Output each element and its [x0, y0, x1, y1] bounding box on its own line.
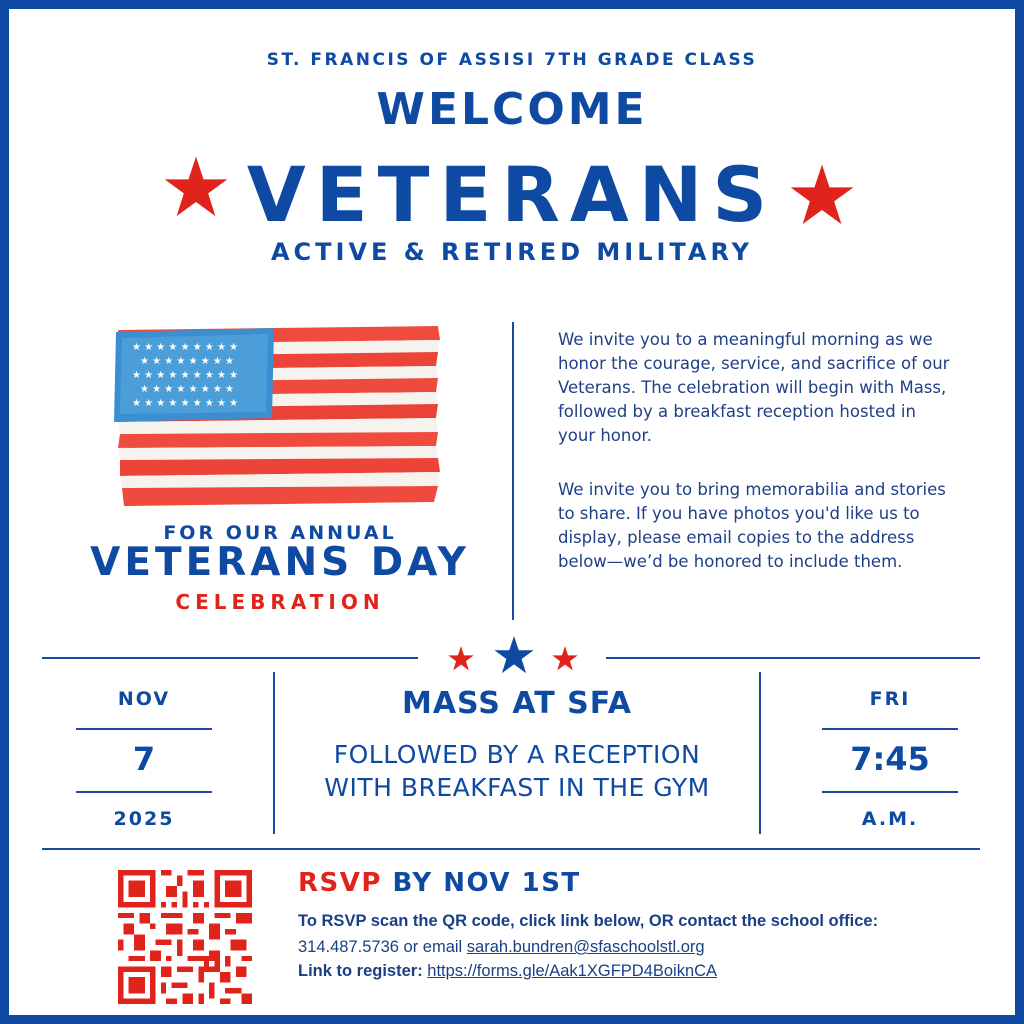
reception-line-2: WITH BREAKFAST IN THE GYM — [324, 773, 710, 802]
divider — [822, 728, 958, 730]
rsvp-email-link[interactable]: sarah.bundren@sfaschoolstl.org — [466, 938, 705, 956]
svg-text:★ ★ ★ ★ ★ ★ ★ ★: ★ ★ ★ ★ ★ ★ ★ ★ — [140, 384, 234, 395]
star-icon — [164, 156, 228, 218]
divider — [512, 322, 514, 620]
school-name: ST. FRANCIS OF ASSISI 7TH GRADE CLASS — [266, 50, 758, 70]
welcome-heading: WELCOME — [376, 84, 648, 135]
rsvp-contact — [298, 938, 705, 957]
divider — [822, 791, 958, 793]
event-ampm: A.M. — [861, 808, 919, 830]
star-icon — [790, 164, 854, 226]
event-year: 2025 — [113, 808, 175, 830]
star-icon — [552, 646, 578, 671]
for-our-annual-label: FOR OUR ANNUAL — [163, 522, 397, 544]
event-weekday: FRI — [869, 688, 911, 710]
divider — [42, 848, 980, 850]
svg-text:★ ★ ★ ★ ★ ★ ★ ★ ★: ★ ★ ★ ★ ★ ★ ★ ★ ★ — [132, 398, 239, 409]
divider — [606, 657, 980, 659]
register-link[interactable]: https://forms.gle/Aak1XGFPD4BoiknCA — [427, 962, 718, 980]
event-title: MASS AT SFA — [401, 686, 633, 721]
divider — [76, 728, 212, 730]
veterans-heading: VETERANS — [246, 150, 778, 239]
reception-line-1: FOLLOWED BY A RECEPTION — [333, 740, 701, 769]
event-reception — [276, 738, 758, 804]
military-subtitle: ACTIVE & RETIRED MILITARY — [270, 238, 754, 266]
rsvp-instructions: To RSVP scan the QR code, click link below, OR contact the school office: — [298, 912, 879, 930]
rsvp-heading — [298, 868, 581, 898]
invite-paragraph-1: We invite you to a meaningful morning as we honor the courage, service, and sacrifice of our Veterans. The celebration will begin with Mass, followed by a breakfast reception hosted in your honor. — [558, 330, 950, 445]
svg-text:★ ★ ★ ★ ★ ★ ★ ★: ★ ★ ★ ★ ★ ★ ★ ★ — [140, 356, 234, 367]
divider — [76, 791, 212, 793]
invite-paragraph-2: We invite you to bring memorabilia and stories to share. If you have photos you'd like us to display, please email copies to the address below—we’d be honored to include them. — [558, 480, 946, 571]
divider — [759, 672, 761, 834]
event-month: NOV — [117, 688, 171, 710]
svg-text:★ ★ ★ ★ ★ ★ ★ ★ ★: ★ ★ ★ ★ ★ ★ ★ ★ ★ — [132, 342, 239, 353]
divider — [42, 657, 418, 659]
rsvp-word: RSVP — [298, 868, 382, 898]
star-icon — [494, 636, 534, 674]
star-icon — [448, 646, 474, 671]
register-label: Link to register: — [298, 962, 428, 980]
divider — [273, 672, 275, 834]
rsvp-date: BY NOV 1ST — [381, 868, 581, 898]
celebration-label: CELEBRATION — [175, 590, 385, 614]
event-time: 7:45 — [850, 740, 930, 778]
rsvp-phone: 314.487.5736 or email — [298, 938, 467, 956]
svg-text:★ ★ ★ ★ ★ ★ ★ ★ ★: ★ ★ ★ ★ ★ ★ ★ ★ ★ — [132, 370, 239, 381]
event-day: 7 — [132, 740, 156, 778]
veterans-day-heading: VETERANS DAY — [90, 540, 470, 585]
american-flag-icon — [112, 322, 444, 512]
rsvp-register — [298, 962, 717, 981]
qr-code-icon[interactable] — [118, 870, 252, 1004]
